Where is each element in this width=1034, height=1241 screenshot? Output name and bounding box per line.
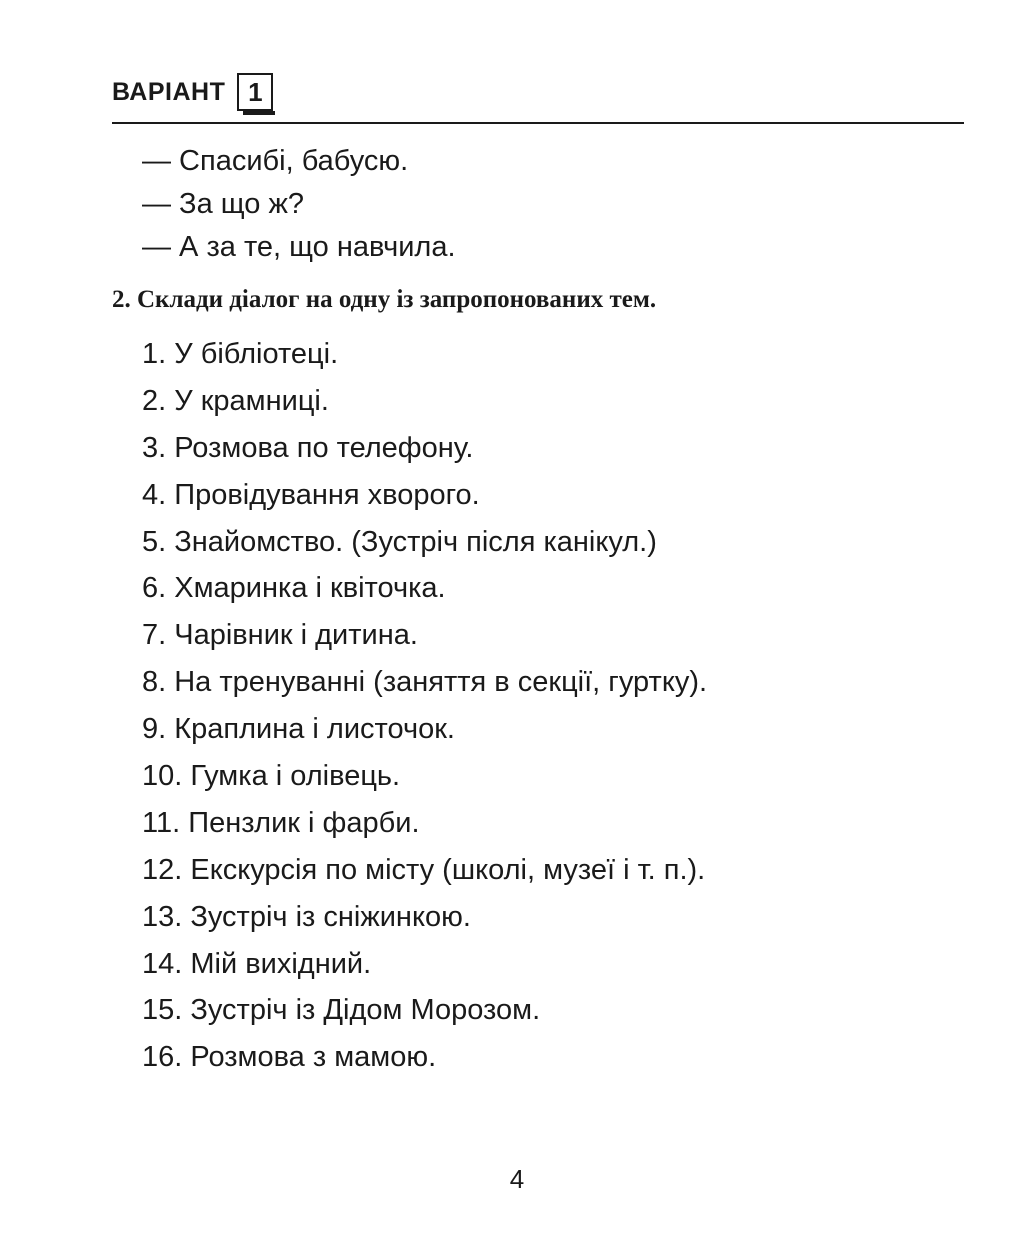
variant-label: ВАРІАНТ [112,77,226,106]
topic-item: 10. Гумка і олівець. [142,760,401,793]
topic-item: 7. Чарівник і дитина. [142,619,418,652]
variant-header [112,70,273,114]
topic-item: 3. Розмова по телефону. [142,431,474,464]
topic-item: 16. Розмова з мамою. [142,1041,437,1074]
task-title: 2. Склади діалог на одну із запропонованих тем. [112,286,657,313]
dialog-lines [142,140,456,269]
dialog-line: — А за те, що навчила. [142,231,456,263]
topic-item: 2. У крамниці. [142,384,329,417]
dialog-line: — Спасибі, бабусю. [142,145,409,177]
topic-item: 8. На тренуванні (заняття в секції, гуртку). [142,666,708,699]
variant-number-box: 1 [237,73,273,111]
topic-item: 15. Зустріч із Дідом Морозом. [142,994,541,1027]
header-divider [112,122,964,124]
dialog-line: — За що ж? [142,188,305,220]
topic-item: 6. Хмаринка і квіточка. [142,572,446,605]
topic-item: 14. Мій вихідний. [142,947,372,980]
topic-item: 11. Пензлик і фарби. [142,806,420,839]
topic-item: 9. Краплина і листочок. [142,713,455,746]
topic-item: 12. Екскурсія по місту (школі, музеї і т. п.). [142,853,706,886]
page-number: 4 [509,1164,525,1194]
topic-item: 4. Провідування хворого. [142,478,480,511]
topic-item: 13. Зустріч із сніжинкою. [142,900,471,933]
topic-item: 5. Знайомство. (Зустріч після канікул.) [142,525,657,558]
topic-list [142,331,707,1081]
topic-item: 1. У бібліотеці. [142,338,339,370]
